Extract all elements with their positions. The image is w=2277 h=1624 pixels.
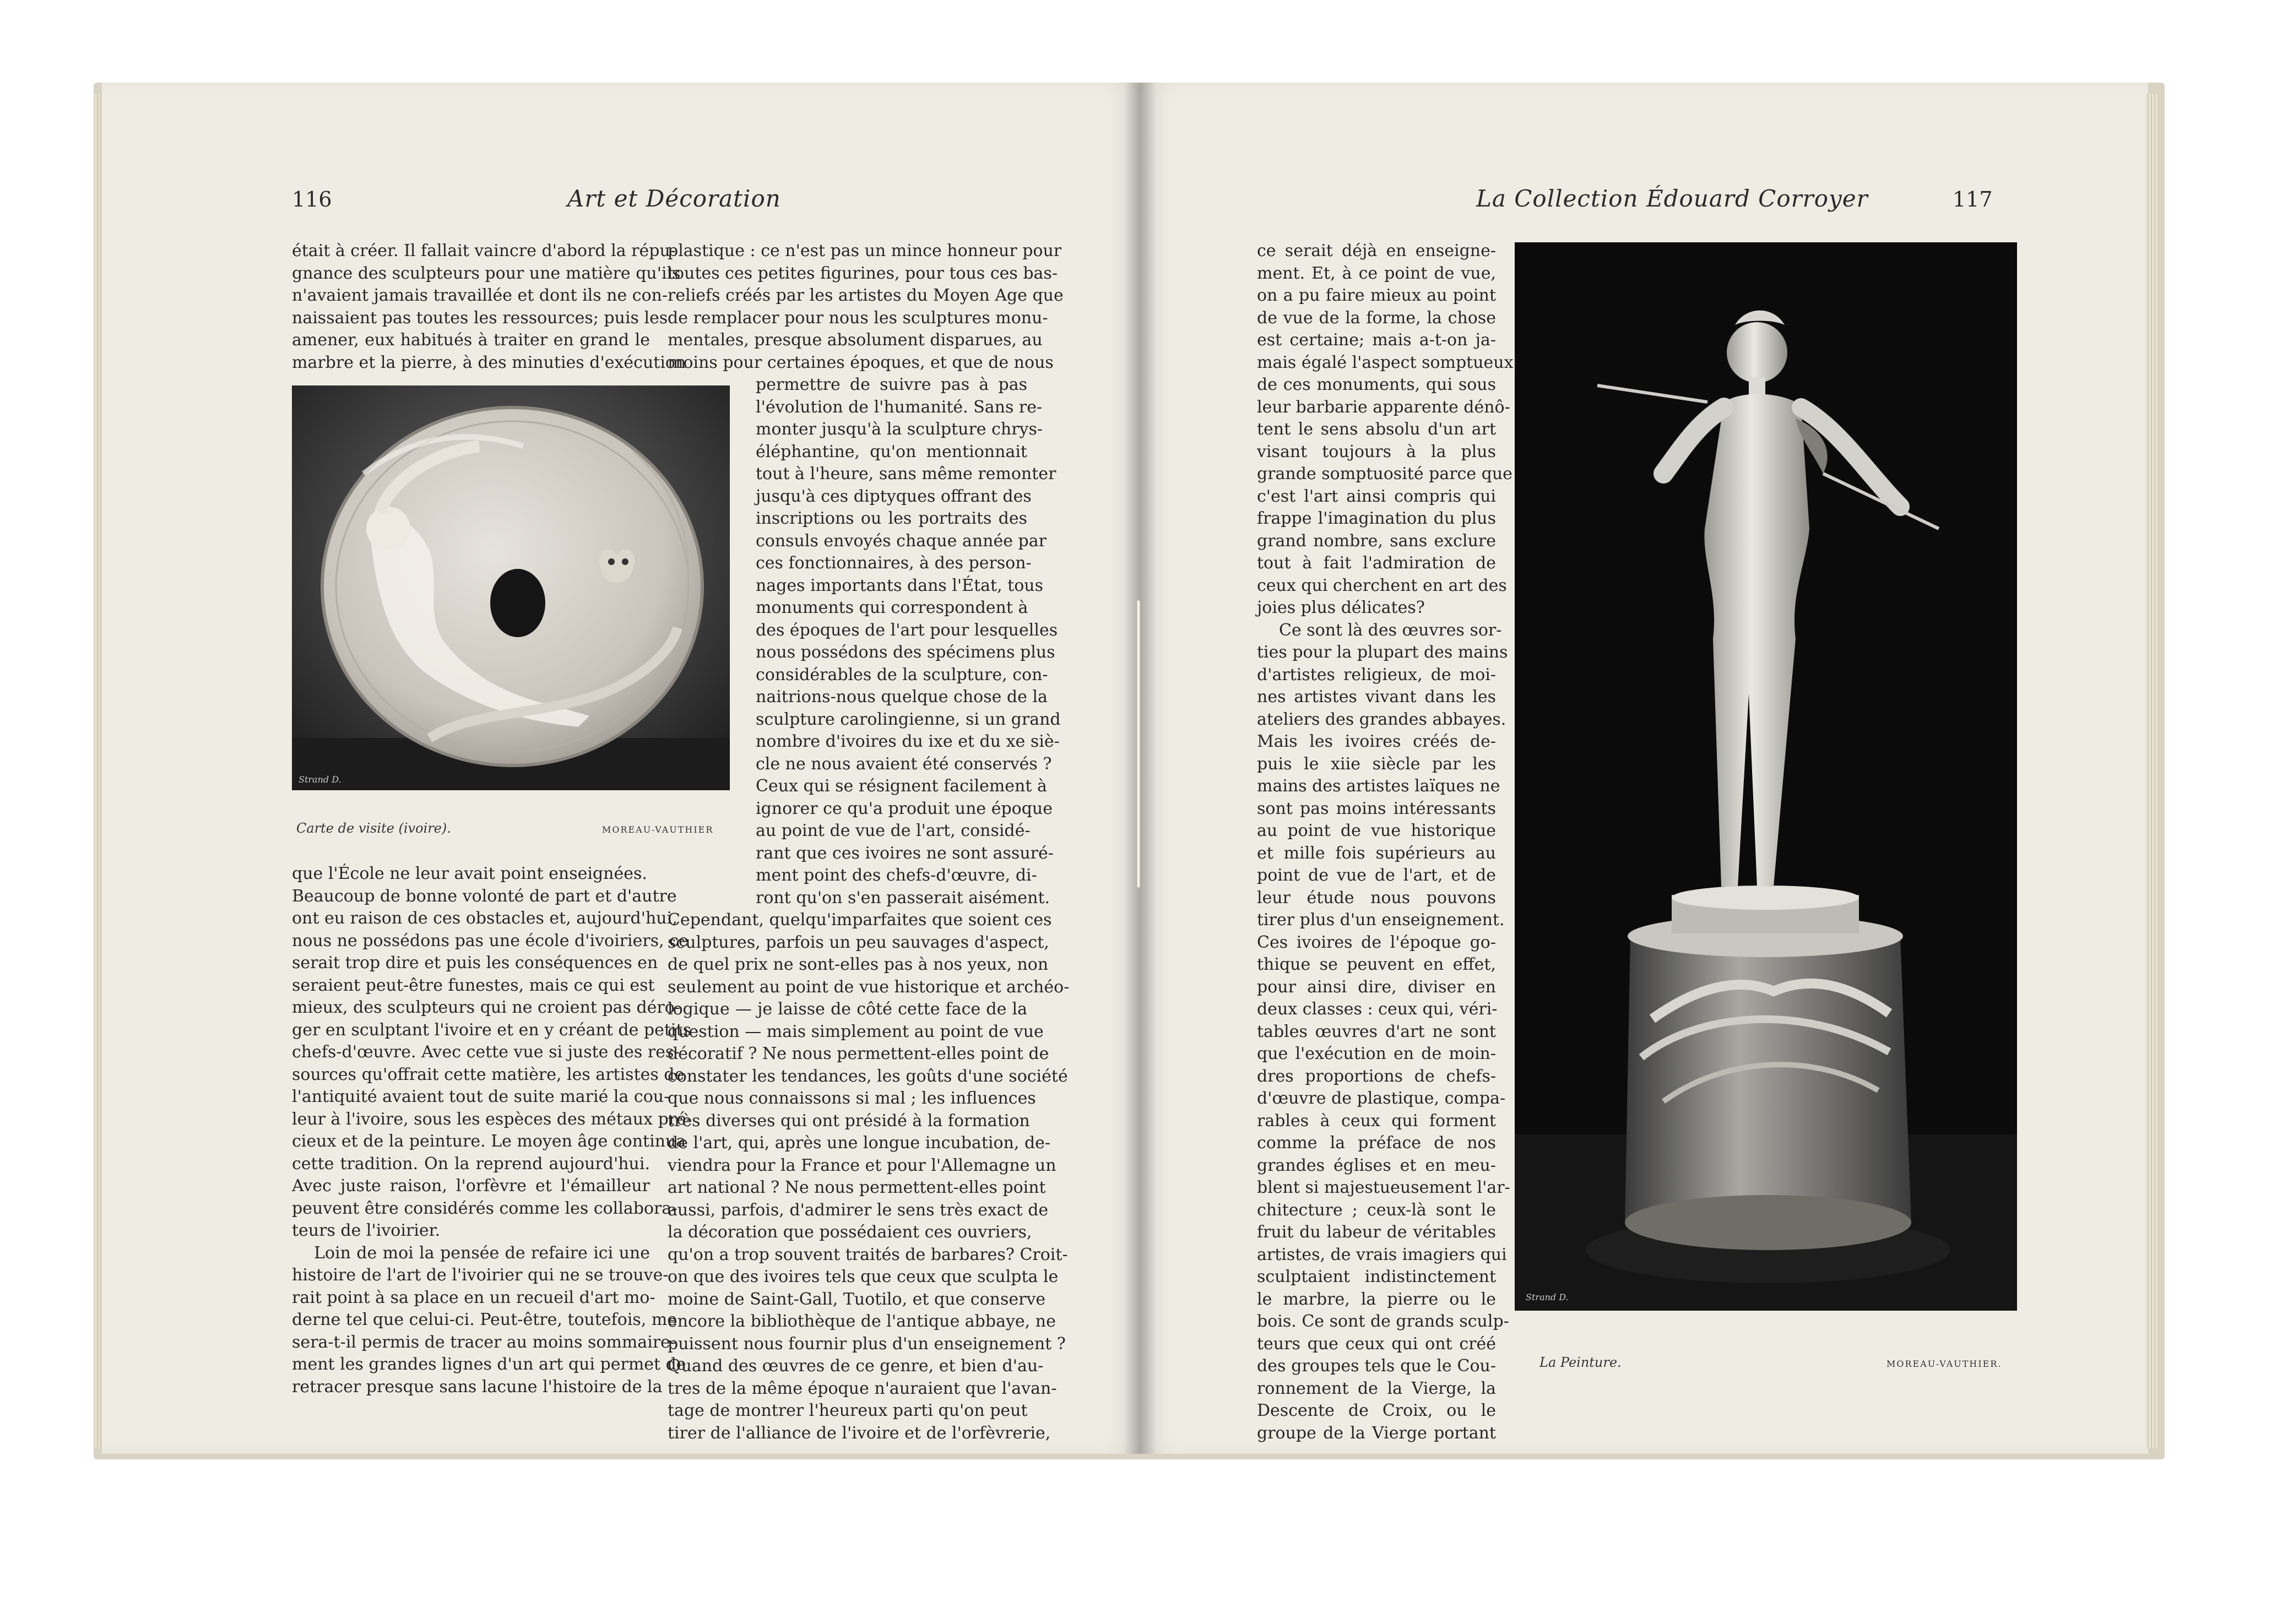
text-line: d'artistes religieux, de moi- (1257, 665, 1496, 685)
text-line: sculpture carolingienne, si un grand (756, 709, 1061, 729)
text-line: chitecture ; ceux-là sont le (1257, 1200, 1496, 1220)
text-line: amener, eux habitués à traiter en grand le (292, 330, 650, 350)
text-line: leur étude nous pouvons (1257, 888, 1496, 908)
text-line: serait trop dire et puis les conséquences en (292, 953, 658, 973)
right-column (1257, 240, 1514, 1444)
text-line: gnance des sculpteurs pour une matière qu'ils (292, 263, 681, 283)
right-page-edges (2145, 94, 2157, 1448)
text-line: au point de vue historique (1257, 821, 1496, 840)
text-line: reliefs créés par les artistes du Moyen Age que (668, 286, 1064, 305)
text-line: tout à l'heure, sans même remonter (756, 464, 1056, 484)
text-line: Cependant, quelqu'imparfaites que soient ces (668, 910, 1052, 930)
binding-stitch (1137, 600, 1140, 888)
text-line: inscriptions ou les portraits des (756, 509, 1027, 528)
right-running-title: La Collection Édouard Corroyer (1476, 185, 1868, 212)
book-gutter (1124, 83, 1157, 1454)
text-line: sont pas moins intéressants (1257, 799, 1496, 818)
text-line: dres proportions de chefs- (1257, 1066, 1496, 1086)
text-line: n'avaient jamais travaillée et dont ils ne con- (292, 286, 668, 305)
text-line: c'est l'art ainsi compris qui (1257, 486, 1496, 506)
text-line: frappe l'imagination du plus (1257, 509, 1496, 528)
text-line: nombre d'ivoires du ixe et du xe siè- (756, 732, 1060, 751)
text-line: tout à fait l'admiration de (1257, 553, 1496, 573)
text-line: Quand des œuvres de ce genre, et bien d'au- (668, 1356, 1044, 1376)
text-line: aussi, parfois, d'admirer le sens très exact de (668, 1200, 1049, 1220)
text-line: marbre et la pierre, à des minuties d'exécution (292, 352, 686, 372)
text-line: ceux qui cherchent en art des (1257, 575, 1507, 595)
text-line: moine de Saint-Gall, Tuotilo, et que conserve (668, 1289, 1046, 1309)
text-line: sculptaient indistinctement (1257, 1267, 1496, 1286)
text-line: logique — je laisse de côté cette face de la (668, 1000, 1027, 1019)
text-line: pour ainsi dire, diviser en (1257, 977, 1496, 997)
text-line: de vue de la forme, la chose (1257, 308, 1496, 328)
text-line: jusqu'à ces diptyques offrant des (756, 486, 1032, 506)
ivory-card-credit: MOREAU-VAUTHIER (602, 824, 714, 835)
text-line: des époques de l'art pour lesquelles (756, 620, 1058, 640)
text-line: était à créer. Il fallait vaincre d'abord la répu- (292, 241, 676, 260)
text-line: tirer plus d'un enseignement. (1257, 910, 1505, 930)
text-line: Avec juste raison, l'orfèvre et l'émailleur (292, 1176, 650, 1196)
text-line: nous possédons des spécimens plus (756, 643, 1055, 662)
text-line: chefs-d'œuvre. Avec cette vue si juste des res- (292, 1042, 680, 1062)
text-line: cieux et de la peinture. Le moyen âge continua (292, 1132, 686, 1151)
text-line: ces fonctionnaires, à des person- (756, 553, 1032, 573)
text-line: fruit du labeur de véritables (1257, 1223, 1496, 1242)
right-page-number: 117 (1953, 187, 1993, 211)
statue-caption: La Peinture. (1539, 1355, 1622, 1370)
text-line: nages importants dans l'État, tous (756, 575, 1043, 595)
text-line: nes artistes vivant dans les (1257, 687, 1496, 707)
text-line: que l'École ne leur avait point enseignées. (292, 864, 647, 883)
text-line: toutes ces petites figurines, pour tous ces bas- (668, 263, 1058, 283)
left-column2 (668, 240, 1070, 1444)
text-line: Loin de moi la pensée de refaire ici une (314, 1243, 650, 1263)
text-line: ties pour la plupart des mains (1257, 643, 1508, 662)
text-line: encore la bibliothèque de l'antique abbaye, ne (668, 1312, 1056, 1331)
text-line: consuls envoyés chaque année par (756, 531, 1047, 551)
text-line: rables à ceux qui forment (1257, 1111, 1496, 1131)
statue-credit: MOREAU-VAUTHIER. (1886, 1359, 2002, 1369)
left-column1-top (292, 240, 686, 374)
text-line: visant toujours à la plus (1257, 442, 1496, 461)
text-line: que nous connaissons si mal ; les influences (668, 1089, 1036, 1108)
text-line: grand nombre, sans exclure (1257, 531, 1496, 551)
text-line: monuments qui correspondent à (756, 598, 1028, 617)
text-line: d'œuvre de plastique, compa- (1257, 1089, 1506, 1108)
text-line: ronnement de la Vierge, la (1257, 1378, 1496, 1398)
text-line: l'évolution de l'humanité. Sans re- (756, 397, 1043, 417)
text-line: Descente de Croix, ou le (1257, 1401, 1496, 1420)
text-line: thique se peuvent en effet, (1257, 955, 1496, 974)
text-line: naissaient pas toutes les ressources; puis les (292, 308, 668, 328)
text-line: tage de montrer l'heureux parti qu'on peut (668, 1401, 1028, 1420)
text-line: de ces monuments, qui sous (1257, 375, 1496, 394)
text-line: Mais les ivoires créés de- (1257, 732, 1496, 751)
text-line: cette tradition. On la reprend aujourd'hui. (292, 1154, 650, 1174)
text-line: l'antiquité avaient tout de suite marié la cou- (292, 1087, 670, 1106)
text-line: au point de vue de l'art, considé- (756, 821, 1031, 840)
text-line: peuvent être considérés comme les collabora- (292, 1198, 677, 1218)
text-line: naitrions-nous quelque chose de la (756, 687, 1048, 707)
text-line: rant que ces ivoires ne sont assuré- (756, 843, 1054, 863)
text-line: leur barbarie apparente dénô- (1257, 397, 1510, 417)
text-line: tent le sens absolu d'un art (1257, 420, 1496, 439)
text-line: mais égalé l'aspect somptueux (1257, 352, 1514, 372)
text-line: ront qu'on s'en passerait aisément. (756, 888, 1050, 908)
text-line: teurs que ceux qui ont créé (1257, 1334, 1496, 1354)
text-line: permettre de suivre pas à pas (756, 375, 1027, 394)
text-line: la décoration que possédaient ces ouvriers, (668, 1223, 1032, 1242)
text-line: qu'on a trop souvent traités de barbares? Croit- (668, 1245, 1068, 1264)
photo-signature-right: Strand D. (1526, 1292, 1569, 1302)
text-line: très diverses qui ont présidé à la formation (668, 1111, 1030, 1131)
text-line: et mille fois supérieurs au (1257, 843, 1496, 863)
text-line: mains des artistes laïques ne (1257, 776, 1500, 796)
text-line: cle ne nous avaient été conservés ? (756, 754, 1052, 774)
left-running-title: Art et Décoration (567, 185, 781, 212)
text-line: blent si majestueusement l'ar- (1257, 1178, 1510, 1197)
text-line: constater les tendances, les goûts d'une société (668, 1066, 1068, 1086)
text-line: question — mais simplement au point de vue (668, 1022, 1044, 1041)
text-line: bois. Ce sont de grands sculp- (1257, 1312, 1509, 1331)
text-line: ment. Et, à ce point de vue, (1257, 263, 1496, 283)
text-line: comme la préface de nos (1257, 1133, 1496, 1153)
text-line: deux classes : ceux qui, véri- (1257, 1000, 1498, 1019)
text-line: leur à l'ivoire, sous les espèces des métaux pré- (292, 1109, 692, 1129)
text-line: tables œuvres d'art ne sont (1257, 1022, 1496, 1041)
text-line: derne tel que celui-ci. Peut-être, toutefois, me (292, 1310, 677, 1329)
text-line: éléphantine, qu'on mentionnait (756, 442, 1027, 461)
text-line: mieux, des sculpteurs qui ne croient pas déro- (292, 998, 680, 1017)
text-line: moins pour certaines époques, et que de nous (668, 352, 1054, 372)
text-line: point de vue de l'art, et de (1257, 866, 1496, 885)
text-line: histoire de l'art de l'ivoirier qui ne se trouve- (292, 1265, 669, 1285)
text-line: ment les grandes lignes d'un art qui permet de (292, 1355, 686, 1374)
text-line: ment point des chefs-d'œuvre, di- (756, 866, 1037, 885)
text-line: sources qu'offrait cette matière, les artistes de (292, 1064, 685, 1084)
text-line: ce serait déjà en enseigne- (1257, 241, 1496, 260)
text-line: de l'art, qui, après une longue incubation, de- (668, 1133, 1051, 1153)
text-line: ont eu raison de ces obstacles et, aujourd'hui, (292, 909, 677, 928)
text-line: des groupes tels que le Cou- (1257, 1356, 1496, 1376)
text-line: de quel prix ne sont-elles pas à nos yeux, non (668, 955, 1049, 974)
text-line: groupe de la Vierge portant (1257, 1423, 1496, 1443)
text-line: que l'exécution en de moin- (1257, 1044, 1496, 1063)
text-line: puis le xiie siècle par les (1257, 754, 1496, 774)
text-line: artistes, de vrais imagiers qui (1257, 1245, 1507, 1264)
left-page-number: 116 (292, 187, 332, 211)
text-line: teurs de l'ivoirier. (292, 1221, 441, 1240)
statue-illustration (1515, 242, 2017, 1311)
text-line: Ce sont là des œuvres sor- (1279, 620, 1502, 640)
text-line: puissent nous fournir plus d'un enseignement ? (668, 1334, 1066, 1354)
text-line: est certaine; mais a-t-on ja- (1257, 330, 1496, 350)
text-line: plastique : ce n'est pas un mince honneur pour (668, 241, 1062, 260)
ivory-card-photo (292, 385, 730, 790)
text-line: rait point à sa place en un recueil d'art mo- (292, 1288, 655, 1307)
ivory-card-illustration (292, 385, 730, 790)
text-line: Ceux qui se résignent facilement à (756, 776, 1047, 796)
text-line: Beaucoup de bonne volonté de part et d'autre (292, 886, 677, 906)
text-line: Ces ivoires de l'époque go- (1257, 932, 1496, 952)
text-line: nous ne possédons pas une école d'ivoiriers, ce (292, 931, 688, 950)
statue-photo (1515, 242, 2017, 1311)
text-line: art national ? Ne nous permettent-elles point (668, 1178, 1046, 1197)
text-line: tres de la même époque n'auraient que l'avan- (668, 1378, 1057, 1398)
text-line: de remplacer pour nous les sculptures monu- (668, 308, 1048, 328)
text-line: joies plus délicates? (1257, 598, 1425, 617)
photo-signature-left: Strand D. (299, 774, 341, 785)
ivory-card-caption: Carte de visite (ivoire). (296, 821, 451, 836)
text-line: sculptures, parfois un peu sauvages d'aspect, (668, 932, 1049, 952)
text-line: sera-t-il permis de tracer au moins sommaire- (292, 1332, 676, 1352)
text-line: décoratif ? Ne nous permettent-elles point de (668, 1044, 1049, 1063)
text-line: considérables de la sculpture, con- (756, 665, 1048, 685)
text-line: seulement au point de vue historique et archéo- (668, 977, 1070, 997)
text-line: tirer de l'alliance de l'ivoire et de l'orfèvrerie, (668, 1423, 1051, 1443)
text-line: grande somptuosité parce que (1257, 464, 1512, 484)
text-line: on que des ivoires tels que ceux que sculpta le (668, 1267, 1059, 1286)
text-line: retracer presque sans lacune l'histoire de la (292, 1377, 663, 1397)
text-line: ateliers des grandes abbayes. (1257, 709, 1506, 729)
text-line: ger en sculptant l'ivoire et en y créant de petits (292, 1020, 691, 1040)
text-line: mentales, presque absolument disparues, au (668, 330, 1043, 350)
text-line: grandes églises et en meu- (1257, 1155, 1496, 1175)
text-line: seraient peut-être funestes, mais ce qui est (292, 975, 655, 995)
text-line: on a pu faire mieux au point (1257, 286, 1496, 305)
left-column1-bottom (292, 863, 692, 1398)
text-line: monter jusqu'à la sculpture chrys- (756, 420, 1043, 439)
text-line: ignorer ce qu'a produit une époque (756, 799, 1053, 818)
text-line: le marbre, la pierre ou le (1257, 1289, 1496, 1309)
text-line: viendra pour la France et pour l'Allemagne un (668, 1155, 1056, 1175)
